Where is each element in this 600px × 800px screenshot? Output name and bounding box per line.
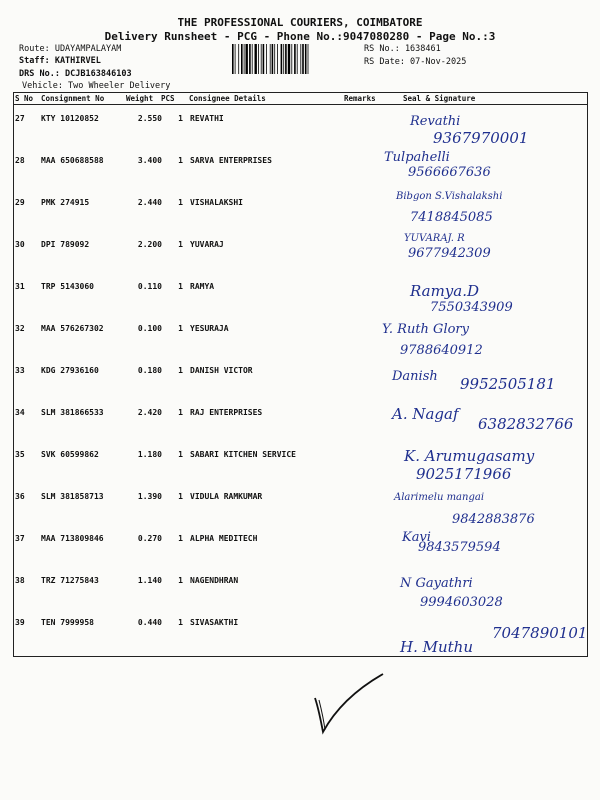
row-consignment-no: SLM 381866533 — [41, 408, 104, 417]
row-consignee: RAJ ENTERPRISES — [190, 408, 263, 417]
row-consignee: VISHALAKSHI — [190, 198, 243, 207]
row-pcs: 1 — [178, 576, 183, 585]
row-sno: 36 — [15, 492, 25, 501]
barcode-bar — [283, 44, 284, 74]
handwritten-signature: H. Muthu — [400, 638, 473, 656]
row-sno: 31 — [15, 282, 25, 291]
row-pcs: 1 — [178, 324, 183, 333]
barcode-bar — [288, 44, 290, 74]
handwritten-phone: 9025171966 — [416, 465, 512, 483]
row-consignment-no: MAA 713809846 — [41, 534, 104, 543]
handwritten-phone: 9842883876 — [452, 512, 535, 527]
barcode-bar — [274, 44, 275, 74]
handwritten-signature: A. Nagaf — [392, 405, 459, 423]
barcode-bar — [263, 44, 265, 74]
row-consignee: REVATHI — [190, 114, 224, 123]
row-pcs: 1 — [178, 114, 183, 123]
row-sno: 35 — [15, 450, 25, 459]
barcode-bar — [244, 44, 245, 74]
barcode-bar — [294, 44, 296, 74]
row-weight: 0.270 — [137, 534, 162, 543]
row-consignee: DANISH VICTOR — [190, 366, 253, 375]
row-consignment-no: DPI 789092 — [41, 240, 90, 249]
row-sno: 27 — [15, 114, 25, 123]
handwritten-phone: 7550343909 — [430, 300, 513, 315]
handwritten-signature: Revathi — [410, 114, 461, 129]
row-weight: 1.180 — [137, 450, 162, 459]
company-title: THE PROFESSIONAL COURIERS, COIMBATORE — [177, 16, 423, 29]
handwritten-signature: Danish — [392, 369, 438, 384]
col-pcs: PCS — [161, 94, 175, 103]
handwritten-phone: 9952505181 — [460, 375, 556, 393]
barcode-bar — [232, 44, 234, 74]
handwritten-phone: 6382832766 — [478, 415, 574, 433]
row-consignment-no: MAA 650688588 — [41, 156, 104, 165]
row-consignee: NAGENDHRAN — [190, 576, 239, 585]
row-consignment-no: SLM 381858713 — [41, 492, 104, 501]
row-consignee: SIVASAKTHI — [190, 618, 239, 627]
handwritten-signature: K. Arumugasamy — [404, 447, 535, 465]
row-consignee: VIDULA RAMKUMAR — [190, 492, 263, 501]
barcode-bar — [252, 44, 253, 74]
row-sno: 30 — [15, 240, 25, 249]
table-row — [13, 526, 588, 568]
rs-number: RS No.: 1638461 — [364, 44, 441, 54]
row-consignment-no: PMK 274915 — [41, 198, 90, 207]
row-weight: 0.110 — [137, 282, 162, 291]
row-weight: 0.100 — [137, 324, 162, 333]
table-row — [13, 316, 588, 358]
barcode — [232, 44, 360, 74]
row-pcs: 1 — [178, 492, 183, 501]
row-consignment-no: KTY 10120852 — [41, 114, 99, 123]
barcode-bar — [291, 44, 292, 74]
row-consignee: SARVA ENTERPRISES — [190, 156, 272, 165]
row-consignment-no: TEN 7999958 — [41, 618, 94, 627]
row-weight: 2.420 — [137, 408, 162, 417]
row-weight: 2.550 — [137, 114, 162, 123]
row-consignment-no: SVK 60599862 — [41, 450, 99, 459]
staff-label: Staff: KATHIRVEL — [19, 56, 101, 66]
barcode-bar — [281, 44, 283, 74]
barcode-bar — [249, 44, 251, 74]
col-consignment: Consignment No — [41, 94, 105, 103]
barcode-bar — [261, 44, 262, 74]
handwritten-phone: 9843579594 — [418, 540, 501, 555]
handwritten-signature: N Gayathri — [400, 576, 473, 591]
handwritten-phone: 9367970001 — [433, 129, 529, 147]
row-weight: 1.140 — [137, 576, 162, 585]
handwritten-signature: Ramya.D — [410, 282, 480, 300]
handwritten-phone: 7047890101 — [492, 624, 588, 642]
barcode-bar — [241, 44, 243, 74]
handwritten-phone: 9994603028 — [420, 595, 503, 610]
row-consignee: ALPHA MEDITECH — [190, 534, 258, 543]
row-consignment-no: TRP 5143060 — [41, 282, 94, 291]
handwritten-phone: 9788640912 — [400, 343, 483, 358]
row-sno: 33 — [15, 366, 25, 375]
row-pcs: 1 — [178, 282, 183, 291]
barcode-bar — [302, 44, 304, 74]
row-weight: 0.180 — [137, 366, 162, 375]
row-consignee: SABARI KITCHEN SERVICE — [190, 450, 296, 459]
barcode-bar — [277, 44, 278, 74]
row-consignment-no: KDG 27936160 — [41, 366, 99, 375]
vehicle-label: Vehicle: Two Wheeler Delivery — [22, 81, 171, 91]
row-pcs: 1 — [178, 450, 183, 459]
barcode-bar — [297, 44, 298, 74]
row-pcs: 1 — [178, 156, 183, 165]
row-consignment-no: MAA 576267302 — [41, 324, 104, 333]
row-weight: 2.200 — [137, 240, 162, 249]
row-sno: 29 — [15, 198, 25, 207]
handwritten-signature: YUVARAJ. R — [404, 233, 465, 244]
barcode-bar — [258, 44, 259, 74]
table-row — [13, 232, 588, 274]
col-sno: S No — [15, 94, 34, 103]
header-divider — [13, 104, 588, 105]
row-weight: 2.440 — [137, 198, 162, 207]
row-sno: 39 — [15, 618, 25, 627]
handwritten-signature: Bibgon S.Vishalakshi — [396, 191, 503, 202]
handwritten-signature: Alarimelu mangai — [394, 492, 485, 503]
row-pcs: 1 — [178, 408, 183, 417]
row-consignee: RAMYA — [190, 282, 215, 291]
row-sno: 28 — [15, 156, 25, 165]
row-consignee: YESURAJA — [190, 324, 229, 333]
rs-date: RS Date: 07-Nov-2025 — [364, 57, 467, 67]
row-pcs: 1 — [178, 366, 183, 375]
barcode-bar — [300, 44, 301, 74]
row-weight: 1.390 — [137, 492, 162, 501]
col-consignee: Consignee Details — [189, 94, 266, 103]
table-row — [13, 148, 588, 190]
barcode-bar — [266, 44, 267, 74]
row-weight: 0.440 — [137, 618, 162, 627]
row-pcs: 1 — [178, 240, 183, 249]
handwritten-signature: Tulpahelli — [384, 150, 450, 165]
barcode-bar — [235, 44, 236, 74]
row-sno: 37 — [15, 534, 25, 543]
handwritten-signature: Y. Ruth Glory — [382, 322, 469, 337]
row-consignment-no: TRZ 71275843 — [41, 576, 99, 585]
route-label: Route: UDAYAMPALAYAM — [19, 44, 122, 54]
handwritten-phone: 7418845085 — [410, 210, 493, 225]
row-sno: 38 — [15, 576, 25, 585]
col-remarks: Remarks — [344, 94, 376, 103]
row-pcs: 1 — [178, 618, 183, 627]
handwritten-phone: 9677942309 — [408, 246, 491, 261]
barcode-bar — [246, 44, 248, 74]
col-seal-signature: Seal & Signature — [403, 94, 476, 103]
checkmark-scribble — [305, 670, 395, 740]
handwritten-phone: 9566667636 — [408, 165, 491, 180]
barcode-bar — [255, 44, 257, 74]
barcode-bar — [238, 44, 239, 74]
drs-number: DRS No.: DCJB163846103 — [19, 69, 132, 79]
row-pcs: 1 — [178, 534, 183, 543]
row-pcs: 1 — [178, 198, 183, 207]
barcode-bar — [272, 44, 274, 74]
runsheet-subtitle: Delivery Runsheet - PCG - Phone No.:9047080280 - Page No.:3 — [104, 30, 496, 43]
barcode-bar — [308, 44, 309, 74]
col-weight: Weight — [126, 94, 154, 103]
barcode-bar — [305, 44, 307, 74]
row-weight: 3.400 — [137, 156, 162, 165]
barcode-bar — [270, 44, 271, 74]
row-sno: 34 — [15, 408, 25, 417]
handwritten-signature: Kavi — [402, 530, 431, 545]
row-sno: 32 — [15, 324, 25, 333]
barcode-bar — [285, 44, 287, 74]
row-consignee: YUVARAJ — [190, 240, 224, 249]
